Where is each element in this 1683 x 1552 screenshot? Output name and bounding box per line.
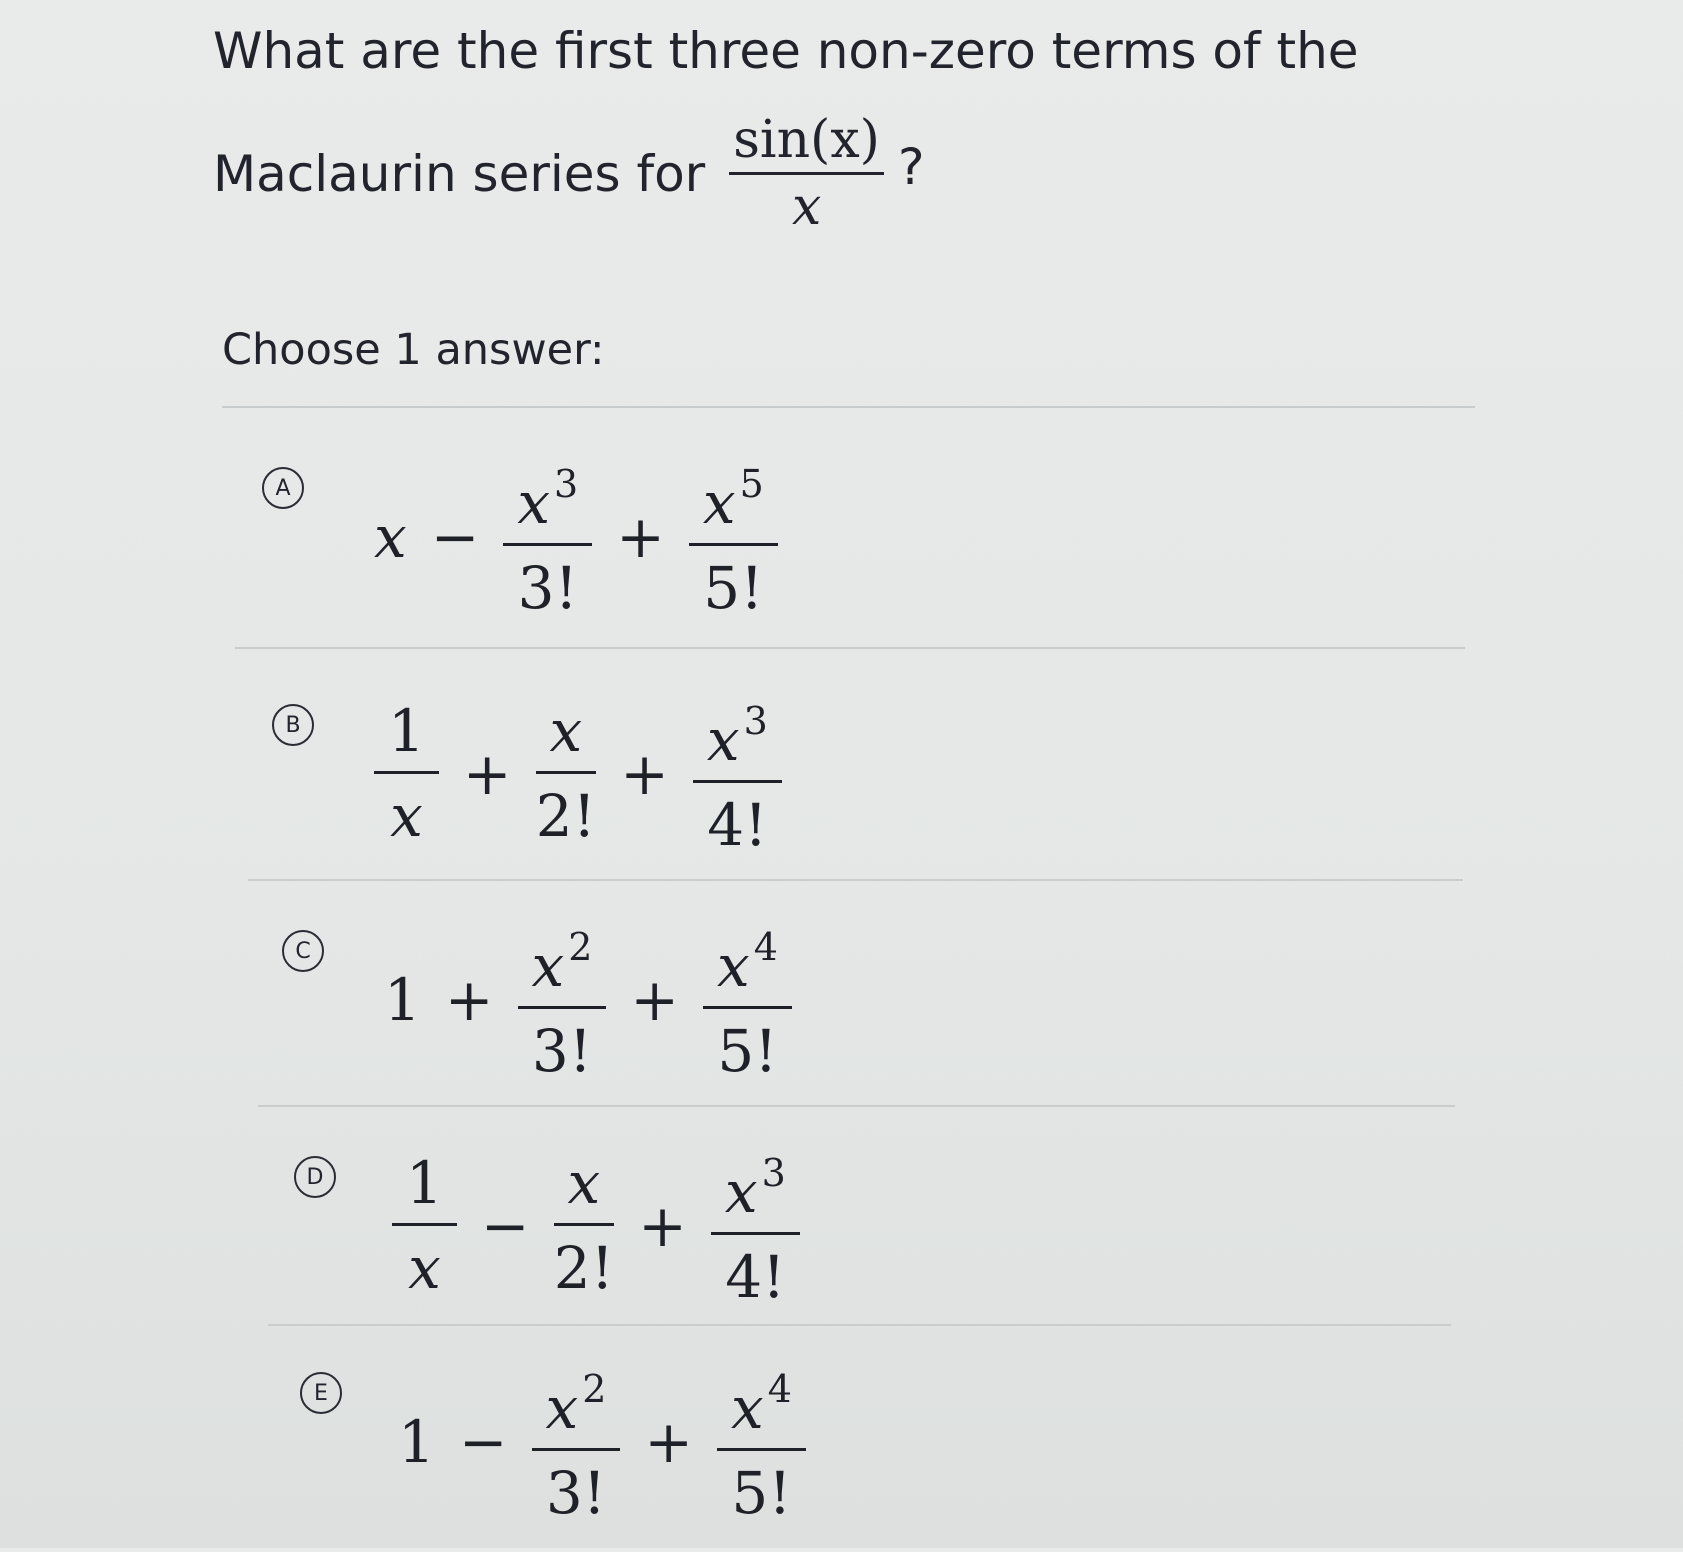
fraction	[703, 907, 792, 1093]
operator: +	[630, 966, 680, 1034]
fraction	[536, 691, 597, 858]
exponent: 3	[761, 1151, 786, 1195]
choice-a-expression	[374, 437, 778, 637]
choice-e[interactable]	[300, 1342, 806, 1552]
numerator-base: x	[549, 696, 583, 765]
divider	[268, 1324, 1451, 1326]
operator: +	[616, 503, 665, 571]
numerator-base: x	[517, 469, 551, 537]
operator: −	[430, 503, 480, 571]
denominator: 5!	[703, 554, 764, 622]
numerator-base: x	[531, 932, 565, 1000]
denominator: x	[408, 1233, 441, 1302]
term: 1	[398, 1408, 435, 1476]
numerator-base: x	[702, 469, 736, 537]
denominator: 4!	[707, 791, 768, 859]
choice-b[interactable]	[272, 674, 782, 884]
fraction	[711, 1133, 800, 1319]
operator: +	[620, 740, 669, 808]
question-text-line2	[213, 108, 925, 239]
operator: +	[644, 1408, 694, 1476]
question-prefix: Maclaurin series for	[213, 144, 706, 203]
term: x	[374, 503, 407, 571]
fraction	[392, 1143, 457, 1310]
exponent: 5	[739, 462, 764, 506]
fraction	[554, 1143, 615, 1310]
divider	[222, 406, 1475, 408]
fraction	[532, 1349, 621, 1535]
numerator-base: x	[724, 1158, 758, 1226]
numerator: 1	[388, 696, 425, 765]
operator: +	[444, 966, 494, 1034]
fraction	[689, 444, 778, 630]
numerator-base: x	[731, 1374, 764, 1442]
choice-c-radio[interactable]: C	[282, 930, 324, 972]
choice-e-radio[interactable]: E	[300, 1372, 342, 1414]
choice-c[interactable]	[282, 900, 792, 1110]
operator: −	[458, 1408, 508, 1476]
choice-d[interactable]	[294, 1126, 800, 1336]
divider	[258, 1105, 1455, 1107]
divider	[235, 647, 1465, 649]
denominator: 4!	[725, 1243, 786, 1311]
question-fraction-denominator: x	[791, 177, 822, 237]
denominator: 2!	[535, 781, 596, 850]
exponent: 2	[582, 1367, 607, 1411]
choice-a-radio[interactable]: A	[262, 467, 304, 509]
numerator-base: x	[706, 706, 740, 774]
denominator: 3!	[531, 1017, 593, 1085]
fraction	[374, 691, 439, 858]
choice-e-expression	[398, 1342, 806, 1542]
operator: +	[462, 740, 512, 808]
numerator-base: x	[567, 1148, 601, 1217]
numerator-base: x	[717, 932, 750, 1000]
fraction	[693, 681, 782, 867]
exponent: 3	[554, 462, 579, 506]
denominator: 5!	[717, 1017, 778, 1085]
fraction	[717, 1349, 806, 1535]
fraction	[518, 907, 607, 1093]
question-text-line1: What are the first three non-zero terms of the	[213, 22, 1359, 80]
choice-d-radio[interactable]: D	[294, 1156, 336, 1198]
choice-d-expression	[392, 1126, 800, 1326]
divider	[248, 879, 1463, 881]
choice-b-expression	[374, 674, 782, 874]
denominator: x	[390, 781, 423, 850]
term: 1	[384, 966, 421, 1034]
exponent: 4	[753, 925, 778, 969]
denominator: 5!	[731, 1459, 792, 1527]
numerator: 1	[406, 1148, 443, 1217]
fraction	[503, 444, 592, 630]
denominator: 2!	[553, 1233, 614, 1302]
operator: −	[480, 1192, 530, 1260]
numerator-base: x	[545, 1374, 579, 1442]
exponent: 4	[767, 1367, 792, 1411]
exponent: 2	[568, 925, 593, 969]
denominator: 3!	[545, 1459, 607, 1527]
denominator: 3!	[517, 554, 578, 622]
question-mark: ?	[897, 137, 925, 196]
operator: +	[638, 1192, 687, 1260]
question-fraction	[729, 108, 884, 239]
choose-instruction: Choose 1 answer:	[222, 325, 605, 375]
choice-b-radio[interactable]: B	[272, 704, 314, 746]
question-fraction-numerator: sin(x)	[733, 110, 880, 170]
exponent: 3	[743, 699, 768, 743]
choice-a[interactable]	[262, 437, 778, 647]
choice-c-expression	[384, 900, 792, 1100]
